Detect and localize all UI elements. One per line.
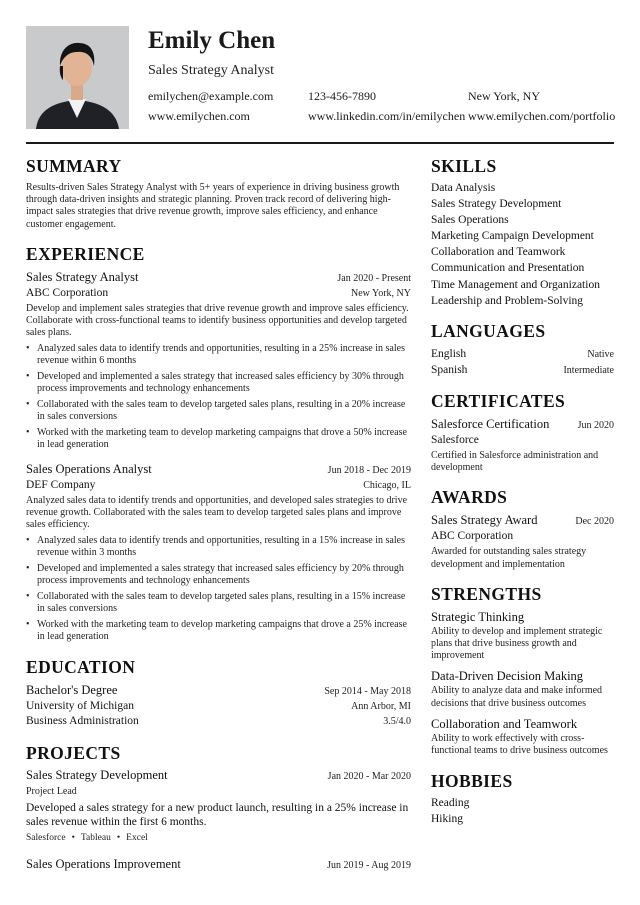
tech-tag: Tableau xyxy=(80,833,111,844)
skill-item: Data Analysis xyxy=(431,182,496,194)
experience-item xyxy=(26,269,411,451)
candidate-name: Emily Chen xyxy=(148,27,276,54)
certificate-issuer: Salesforce xyxy=(431,433,479,446)
person-portrait-icon xyxy=(26,26,129,129)
hobby-item: Hiking xyxy=(431,813,463,826)
contact-website[interactable]: www.emilychen.com xyxy=(148,109,250,123)
project-dates: Jan 2020 - Mar 2020 xyxy=(327,771,411,783)
section-title: CERTIFICATES xyxy=(431,390,566,411)
award-description: Awarded for outstanding sales strategy development and implementation xyxy=(431,546,587,570)
education-field: Business Administration xyxy=(26,715,139,728)
job-dates: Jan 2020 - Present xyxy=(337,272,411,284)
skills-list xyxy=(431,180,614,309)
strength-item xyxy=(431,716,614,757)
language-name: English xyxy=(431,347,467,360)
project-tech-list xyxy=(26,832,411,845)
job-role: Sales Strategy Analyst xyxy=(26,269,139,284)
contact-phone[interactable]: 123-456-7890 xyxy=(308,89,376,103)
skill-item: Marketing Campaign Development xyxy=(431,230,594,243)
job-company: ABC Corporation xyxy=(26,286,109,299)
language-level: Intermediate xyxy=(563,364,614,376)
job-bullets xyxy=(26,535,411,643)
certificate-name: Salesforce Certification xyxy=(431,416,550,431)
job-description: Develop and implement sales strategies that drive revenue growth and improve sales efficiency. Collaborate with cross-functional teams to identify business opportunities and develop targeted sales plans. xyxy=(26,302,409,339)
separator-dot: • xyxy=(71,833,75,844)
tech-tag: Excel xyxy=(126,833,148,844)
summary-section xyxy=(26,156,411,231)
award-name: Sales Strategy Award xyxy=(431,513,538,528)
strength-description: Ability to analyze data and make informed decisions that drive business outcomes xyxy=(431,685,603,709)
section-title: PROJECTS xyxy=(26,743,121,764)
summary-text: Results-driven Sales Strategy Analyst with 5+ years of experience in driving business growth through data-driven insights and strategic planning. Proven track record of delivering high-impact sales strategies that drive revenue growth, improve sales efficiency, and enhance customer engagement. xyxy=(26,182,400,230)
contact-portfolio[interactable]: www.emilychen.com/portfolio xyxy=(468,109,616,123)
section-title: AWARDS xyxy=(431,487,508,508)
tech-tag: Salesforce xyxy=(26,833,66,844)
skill-item: Collaboration and Teamwork xyxy=(431,246,566,259)
separator-dot: • xyxy=(116,833,121,844)
job-location: Chicago, IL xyxy=(363,480,411,492)
project-name: Sales Strategy Development xyxy=(26,768,168,783)
section-title: SUMMARY xyxy=(26,156,122,176)
education-school: University of Michigan xyxy=(26,700,134,713)
sidebar-column xyxy=(431,156,614,827)
candidate-title: Sales Strategy Analyst xyxy=(148,63,274,78)
skill-item: Leadership and Problem-Solving xyxy=(431,294,584,307)
list-item: • Worked with the marketing team to develop marketing campaigns that drove a 50% increase in lead generation xyxy=(26,427,411,451)
list-item: • Developed and implemented a sales strategy that increased sales efficiency by 30% through process improvements and technology enhancements xyxy=(26,371,411,395)
project-description: Developed a sales strategy for a new product launch, resulting in a 25% increase in sales revenue within the first 6 months. xyxy=(26,802,409,828)
strength-name: Data-Driven Decision Making xyxy=(431,669,584,684)
list-item: • Analyzed sales data to identify trends and opportunities, resulting in a 25% increase in sales revenue within 6 months xyxy=(26,343,411,367)
hobby-item: Reading xyxy=(431,797,470,810)
project-item xyxy=(26,856,411,873)
project-role: Project Lead xyxy=(26,786,77,798)
strength-description: Ability to develop and implement strategic plans that drive business growth and improvement xyxy=(431,625,603,662)
section-title: EDUCATION xyxy=(26,657,136,678)
contact-location: New York, NY xyxy=(468,89,541,103)
education-location: Ann Arbor, MI xyxy=(351,701,411,713)
certificates-section xyxy=(431,391,614,474)
certificate-date: Jun 2020 xyxy=(577,419,614,431)
award-date: Dec 2020 xyxy=(575,516,614,528)
section-title: STRENGTHS xyxy=(431,583,542,604)
job-bullets xyxy=(26,343,411,451)
job-company: DEF Company xyxy=(26,479,96,492)
list-item: • Collaborated with the sales team to develop targeted sales plans, resulting in a 15% increase in sales conversions xyxy=(26,591,411,615)
experience-item xyxy=(26,461,411,643)
skill-item: Sales Strategy Development xyxy=(431,198,562,211)
hobbies-section xyxy=(431,771,614,827)
list-item: • Analyzed sales data to identify trends and opportunities, resulting in a 15% increase in sales revenue within 3 months xyxy=(26,535,411,559)
list-item: • Developed and implemented a sales strategy that increased sales efficiency by 20% through process improvements and technology enhancements xyxy=(26,563,411,587)
section-title: LANGUAGES xyxy=(431,320,546,341)
education-gpa: 3.5/4.0 xyxy=(383,716,411,728)
resume-header xyxy=(26,26,614,130)
skill-item: Communication and Presentation xyxy=(431,262,585,275)
education-section xyxy=(26,657,411,729)
award-issuer: ABC Corporation xyxy=(431,530,514,543)
language-level: Native xyxy=(587,348,614,360)
job-location: New York, NY xyxy=(350,287,411,299)
experience-section xyxy=(26,244,411,643)
skill-item: Time Management and Organization xyxy=(431,278,600,291)
skill-item: Sales Operations xyxy=(431,214,509,227)
project-item xyxy=(26,767,411,845)
job-description: Analyzed sales data to identify trends and opportunities, and developed sales strategies to drive revenue growth. Collaborated with the sales team to develop targeted sales plans and improve sales efficiency. xyxy=(26,495,408,531)
section-title: HOBBIES xyxy=(431,771,513,792)
education-dates: Sep 2014 - May 2018 xyxy=(324,686,411,698)
projects-section xyxy=(26,743,411,873)
job-dates: Jun 2018 - Dec 2019 xyxy=(327,465,411,477)
list-item: • Collaborated with the sales team to develop targeted sales plans, resulting in a 20% increase in sales conversions xyxy=(26,399,411,423)
strength-item xyxy=(431,609,614,663)
section-title: SKILLS xyxy=(431,156,497,176)
section-title: EXPERIENCE xyxy=(26,243,145,264)
job-role: Sales Operations Analyst xyxy=(26,462,152,477)
strength-item xyxy=(431,668,614,709)
project-name: Sales Operations Improvement xyxy=(26,857,181,872)
contact-linkedin[interactable]: www.linkedin.com/in/emilychen xyxy=(308,109,466,123)
list-item: • Worked with the marketing team to develop marketing campaigns that drove a 25% increase in lead generation xyxy=(26,619,411,643)
strength-description: Ability to work effectively with cross-functional teams to drive business outcomes xyxy=(431,732,608,756)
language-name: Spanish xyxy=(431,363,468,376)
certificate-description: Certified in Salesforce administration and development xyxy=(431,449,599,474)
education-degree: Bachelor's Degree xyxy=(26,683,118,698)
profile-photo xyxy=(26,26,129,129)
header-divider xyxy=(26,142,614,144)
strengths-section xyxy=(431,584,614,757)
strength-name: Collaboration and Teamwork xyxy=(431,716,578,731)
contact-email[interactable]: emilychen@example.com xyxy=(148,89,274,103)
languages-section xyxy=(431,321,614,378)
project-dates: Jun 2019 - Aug 2019 xyxy=(327,860,411,872)
main-column xyxy=(26,156,411,873)
strength-name: Strategic Thinking xyxy=(431,609,525,624)
awards-section xyxy=(431,487,614,570)
skills-section xyxy=(431,156,614,309)
